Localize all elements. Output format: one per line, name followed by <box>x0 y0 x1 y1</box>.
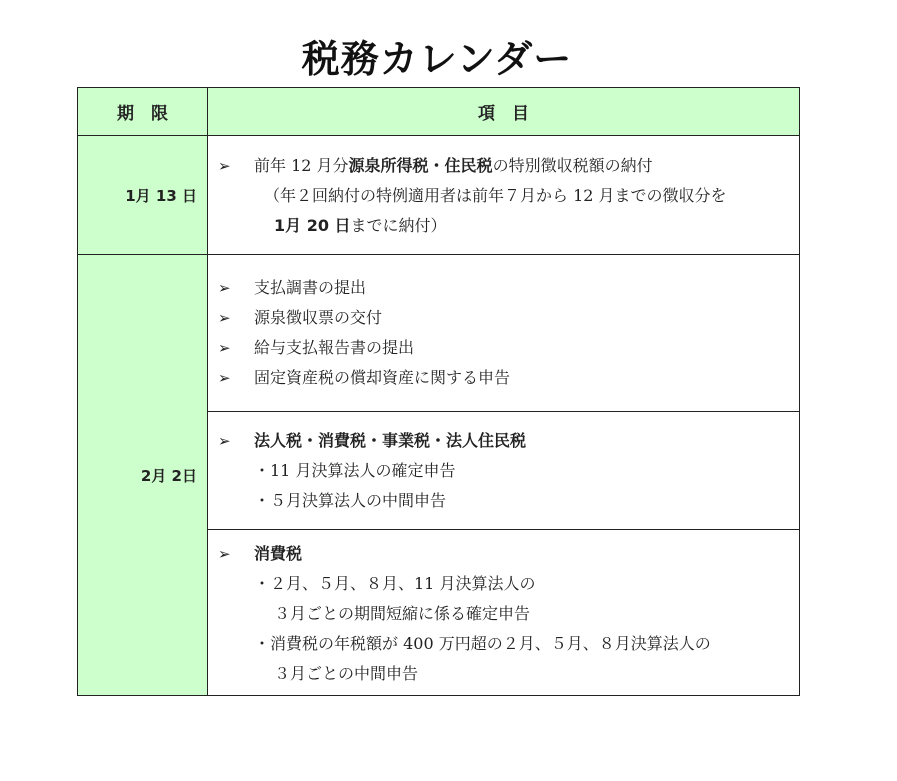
header-items: 項 目 <box>208 88 800 136</box>
list-item-sub: ・２月、５月、８月、11 月決算法人の <box>254 574 536 593</box>
arrow-bullet-icon: ➢ <box>218 309 231 327</box>
items-cell-feb-3 <box>208 530 800 696</box>
list-item-sub: ・消費税の年税額が 400 万円超の２月、５月、８月決算法人の <box>254 634 711 653</box>
list-item: ➢ 消費税 <box>208 539 799 569</box>
items-cell-jan <box>208 136 800 255</box>
list-item-note: 1月 20 日までに納付） <box>274 216 447 235</box>
tax-calendar-table <box>77 87 800 696</box>
arrow-bullet-icon: ➢ <box>218 157 231 175</box>
header-period: 期 限 <box>78 88 208 136</box>
arrow-bullet-icon: ➢ <box>218 545 231 563</box>
items-cell-feb-2 <box>208 412 800 530</box>
list-item: ➢ 法人税・消費税・事業税・法人住民税 <box>208 426 799 456</box>
list-item: ➢ 前年 12 月分源泉所得税・住民税の特別徴収税額の納付 <box>208 151 799 181</box>
table-header-row <box>78 88 800 136</box>
list-item: ➢ 支払調書の提出 <box>208 273 799 303</box>
page-title: 税務カレンダー <box>301 37 573 81</box>
list-item-sub: ・５月決算法人の中間申告 <box>254 491 447 510</box>
list-item-note: （年２回納付の特例適用者は前年７月から 12 月までの徴収分を <box>264 186 727 205</box>
due-date-jan: 1月 13 日 <box>78 136 208 255</box>
arrow-bullet-icon: ➢ <box>218 369 231 387</box>
list-item: ➢ 給与支払報告書の提出 <box>208 333 799 363</box>
table-row <box>78 255 800 412</box>
arrow-bullet-icon: ➢ <box>218 339 231 357</box>
table-row <box>78 136 800 255</box>
arrow-bullet-icon: ➢ <box>218 279 231 297</box>
arrow-bullet-icon: ➢ <box>218 432 231 450</box>
list-item: ➢ 源泉徴収票の交付 <box>208 303 799 333</box>
list-item-sub: ３月ごとの中間申告 <box>274 664 419 683</box>
due-date-feb: 2月 2日 <box>78 255 208 696</box>
list-item-sub: ・11 月決算法人の確定申告 <box>254 461 456 480</box>
list-item-sub: ３月ごとの期間短縮に係る確定申告 <box>274 604 531 623</box>
items-cell-feb-1 <box>208 255 800 412</box>
list-item: ➢ 固定資産税の償却資産に関する申告 <box>208 363 799 393</box>
